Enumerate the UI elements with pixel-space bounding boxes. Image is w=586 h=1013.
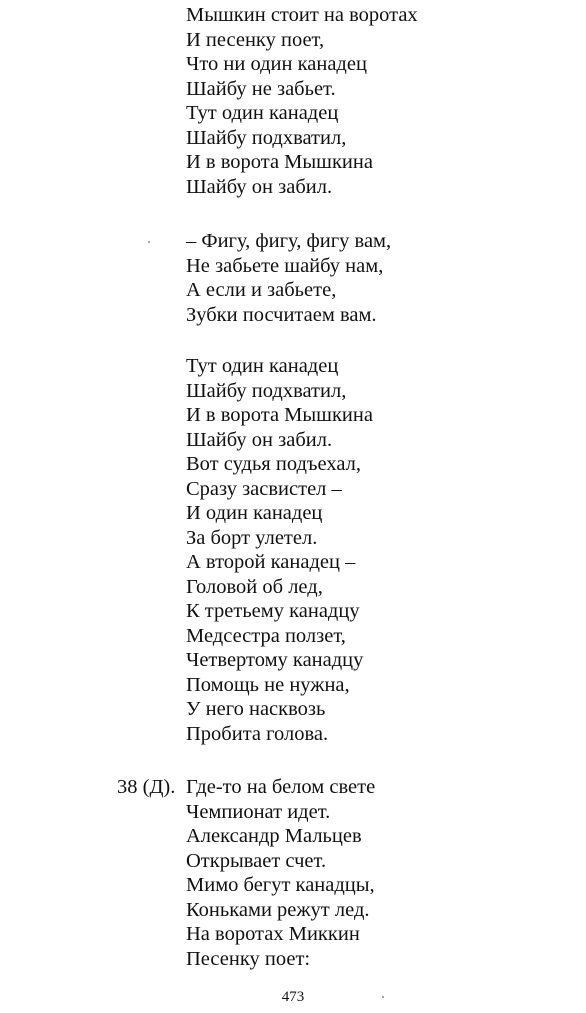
stanza-4: [186, 775, 375, 971]
verse-line: Мимо бегут канадцы,: [186, 874, 375, 896]
verse-line: Александр Мальцев: [186, 825, 362, 847]
verse-line: Вот судья подъехал,: [186, 453, 361, 475]
verse-line: Сразу засвистел –: [186, 477, 342, 500]
verse-line: На воротах Миккин: [186, 923, 360, 945]
verse-line: Помощь не нужна,: [186, 673, 350, 696]
verse-line: Четвертому канадцу: [186, 649, 364, 671]
verse-line: Мышкин стоит на воротах: [186, 4, 418, 26]
song-number: 38 (Д).: [117, 776, 176, 798]
verse-line: К третьему канадцу: [186, 600, 360, 622]
verse-line: – Фигу, фигу, фигу вам,: [186, 230, 392, 252]
stanza-2: [186, 229, 391, 327]
verse-line: И в ворота Мышкина: [186, 151, 373, 173]
verse-line: Шайбу не забьет.: [186, 77, 336, 100]
scan-speck: [382, 996, 384, 998]
verse-line: Коньками режут лед.: [186, 898, 370, 921]
stanza-3: [186, 354, 373, 746]
verse-line: Тут один канадец: [186, 102, 339, 124]
verse-line: Шайбу подхватил,: [186, 379, 347, 402]
verse-line: Шайбу он забил.: [186, 428, 333, 451]
verse-line: Зубки посчитаем вам.: [186, 303, 377, 326]
verse-line: Песенку поет:: [186, 947, 311, 970]
verse-line: Шайбу подхватил,: [186, 126, 347, 149]
verse-line: Шайбу он забил.: [186, 175, 333, 198]
verse-line: Чемпионат идет.: [186, 800, 331, 823]
verse-line: Что ни один канадец: [186, 53, 367, 75]
verse-line: И один канадец: [186, 502, 323, 524]
verse-line: Головой об лед,: [186, 575, 323, 598]
verse-line: И в ворота Мышкина: [186, 404, 373, 426]
verse-line: А если и забьете,: [186, 279, 337, 301]
verse-line: Тут один канадец: [186, 355, 339, 377]
verse-line: У него насквозь: [186, 698, 326, 720]
scan-speck: [148, 241, 150, 243]
verse-line: За борт улетел.: [186, 526, 318, 549]
verse-line: Медсестра ползет,: [186, 624, 346, 647]
page-number: 473: [281, 989, 305, 1005]
stanza-1: [186, 3, 418, 199]
verse-line: Пробита голова.: [186, 722, 329, 745]
verse-line: А второй канадец –: [186, 551, 356, 573]
verse-line: И песенку поет,: [186, 28, 325, 51]
verse-line: Открывает счет.: [186, 849, 327, 872]
verse-line: Не забьете шайбу нам,: [186, 254, 384, 277]
verse-line: Где-то на белом свете: [186, 776, 376, 798]
